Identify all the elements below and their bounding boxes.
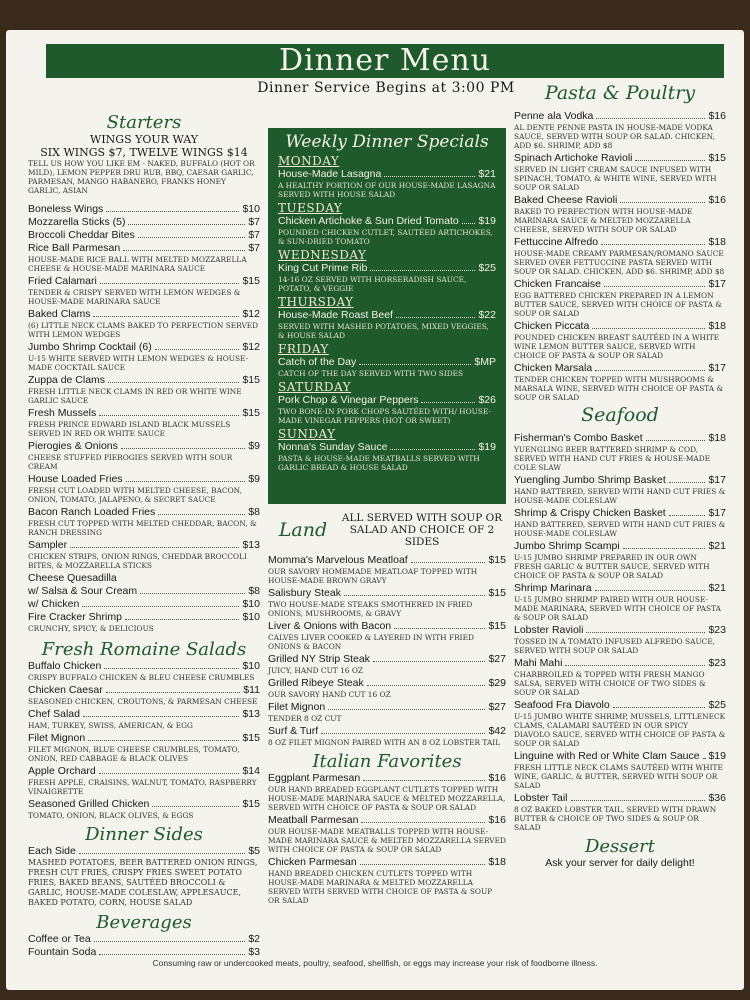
item-name: Penne ala Vodka	[514, 110, 594, 122]
menu-item	[268, 701, 506, 714]
item-desc: FILET MIGNON, BLUE CHEESE CRUMBLES, TOMATO, ONION, RED CABBAGE & BLACK OLIVES	[28, 745, 240, 763]
item-desc: CHICKEN STRIPS, ONION RINGS, CHEDDAR BROCCOLI BITES, & MOZZARELLA STICKS	[28, 552, 247, 570]
menu-item	[268, 772, 506, 785]
item-price: $16	[488, 772, 506, 784]
menu-item	[514, 474, 726, 487]
menu-item	[278, 309, 496, 322]
item-name: House-Made Lasagna	[278, 168, 382, 180]
item-desc: HAM, TURKEY, SWISS, AMERICAN, & EGG	[28, 721, 193, 730]
item-price: $18	[488, 856, 506, 868]
item-desc: CRUNCHY, SPICY, & DELICIOUS	[28, 624, 154, 633]
menu-title: Dinner Menu	[46, 44, 724, 78]
menu-item	[514, 750, 726, 763]
item-name: Lobster Tail	[514, 792, 568, 804]
item-desc: CHEESE STUFFED PIEROGIES SERVED WITH SOUR CREAM	[28, 453, 233, 471]
item-price: $3	[248, 946, 260, 958]
menu-item	[28, 473, 260, 486]
item-name: Fettuccine Alfredo	[514, 236, 599, 248]
menu-page	[6, 30, 744, 990]
item-name: Filet Mignon	[268, 701, 326, 713]
menu-item	[28, 798, 260, 811]
item-name: Chicken Artichoke & Sun Dried Tomato	[278, 215, 459, 227]
quesadilla-title: Cheese Quesadilla	[28, 572, 117, 584]
item-desc: FRESH CUT LOADED WITH MELTED CHEESE, BACON, ONION, TOMATO, JALAPENO, & SECRET SAUCE	[28, 486, 242, 504]
dessert-heading: Dessert	[584, 836, 656, 857]
item-desc: HAND BATTERED, SERVED WITH HAND CUT FRIES & HOUSE-MADE COLESLAW	[514, 520, 726, 538]
special-day: MONDAY	[278, 154, 340, 168]
menu-item	[514, 699, 726, 712]
menu-item	[514, 432, 726, 445]
menu-item	[514, 278, 726, 291]
item-name: Fisherman's Combo Basket	[514, 432, 643, 444]
menu-item	[514, 152, 726, 165]
item-name: Chicken Caesar	[28, 684, 103, 696]
item-desc: (6) LITTLE NECK CLAMS BAKED TO PERFECTION SERVED WITH LEMON WEDGES	[28, 321, 259, 339]
item-desc: SEASONED CHICKEN, CROUTONS, & PARMESAN CHEESE	[28, 697, 258, 706]
item-name: Sampler	[28, 539, 68, 551]
land-header	[268, 512, 506, 548]
item-price: $17	[708, 507, 726, 519]
item-price: $42	[488, 725, 506, 737]
item-name: Broccoli Cheddar Bites	[28, 229, 135, 241]
item-price: $26	[478, 394, 496, 406]
item-price: $19	[478, 215, 496, 227]
weekly-specials-box	[268, 128, 506, 504]
item-name: Salisbury Steak	[268, 587, 341, 599]
item-name: Grilled NY Strip Steak	[268, 653, 370, 665]
menu-item	[28, 933, 260, 946]
wings-price: SIX WINGS $7, TWELVE WINGS $14	[40, 146, 248, 159]
item-name: Shrimp & Crispy Chicken Basket	[514, 507, 666, 519]
land-heading: Land	[278, 519, 328, 541]
item-price: $15	[242, 732, 260, 744]
item-price: $14	[242, 765, 260, 777]
item-price: $12	[242, 341, 260, 353]
menu-item	[268, 620, 506, 633]
item-name: Chicken Piccata	[514, 320, 590, 332]
menu-item	[278, 262, 496, 275]
italian-heading: Italian Favorites	[312, 751, 462, 772]
item-name: Fountain Soda	[28, 946, 97, 958]
item-name: Buffalo Chicken	[28, 660, 102, 672]
item-desc: TOSSED IN A TOMATO INFUSED ALFREDO SAUCE, SERVED WITH SOUP OR SALAD	[514, 637, 716, 655]
item-price: $21	[708, 540, 726, 552]
item-price: $9	[248, 473, 260, 485]
menu-item	[28, 216, 260, 229]
item-price: $8	[248, 585, 260, 597]
item-name: Chicken Parmesan	[268, 856, 357, 868]
item-name: w/ Chicken	[28, 598, 80, 610]
item-price: $12	[242, 308, 260, 320]
starters-heading: Starters	[106, 112, 182, 133]
menu-item	[514, 362, 726, 375]
item-price: $23	[708, 624, 726, 636]
menu-item	[28, 203, 260, 216]
item-name: Seasoned Grilled Chicken	[28, 798, 150, 810]
item-name: Seafood Fra Diavolo	[514, 699, 610, 711]
item-desc: POUNDED CHICKEN BREAST SAUTÉED IN A WHITE WINE LEMON BUTTER SAUCE, SERVED WITH CHOICE OF PASTA & SOUP OR SALAD	[514, 333, 720, 360]
item-desc: CHARBROILED & TOPPED WITH FRESH MANGO SALSA, SERVED WITH CHOICE OF TWO SIDES & SOUP OR SALAD	[514, 670, 706, 697]
item-desc: CATCH OF THE DAY SERVED WITH TWO SIDES	[278, 369, 464, 378]
item-name: Liver & Onions with Bacon	[268, 620, 392, 632]
special-day: WEDNESDAY	[278, 248, 367, 262]
item-name: House Loaded Fries	[28, 473, 123, 485]
menu-item	[514, 507, 726, 520]
food-safety-footer: Consuming raw or undercooked meats, poultry, seafood, shellfish, or eggs may increase your risk of foodborne illness.	[152, 958, 598, 968]
menu-item	[514, 582, 726, 595]
item-name: Grilled Ribeye Steak	[268, 677, 364, 689]
item-name: Bacon Ranch Loaded Fries	[28, 506, 156, 518]
menu-item	[514, 320, 726, 333]
item-price: $27	[488, 701, 506, 713]
item-price: $10	[242, 598, 260, 610]
item-desc: HAND BREADED CHICKEN CUTLETS TOPPED WITH HOUSE-MADE MARINARA & MELTED MOZZARELLA SERVED WITH SERVED WITH CHOICE OF PASTA & SOUP OR SALAD	[268, 869, 493, 905]
menu-item	[268, 587, 506, 600]
item-desc: U-15 WHITE SERVED WITH LEMON WEDGES & HOUSE-MADE COCKTAIL SAUCE	[28, 354, 249, 372]
item-price: $16	[488, 814, 506, 826]
item-name: Nonna's Sunday Sauce	[278, 441, 388, 453]
menu-item	[28, 708, 260, 721]
special-day: THURSDAY	[278, 295, 354, 309]
item-desc: FRESH LITTLE NECK CLAMS SAUTÉED WITH WHITE WINE, GARLIC, & BUTTER, SERVED WITH SOUP OR SALAD	[514, 763, 723, 790]
item-price: $15	[242, 798, 260, 810]
item-desc: FRESH CUT TOPPED WITH MELTED CHEDDAR, BACON, & RANCH DRESSING	[28, 519, 257, 537]
item-desc: BAKED TO PERFECTION WITH HOUSE-MADE MARINARA SAUCE & MELTED MOZZARELLA CHEESE, SERVED WITH SOUP OR SALAD	[514, 207, 693, 234]
item-desc: TWO BONE-IN PORK CHOPS SAUTÉED WITH/ HOUSE-MADE VINEGAR PEPPERS (HOT OR SWEET)	[278, 407, 491, 425]
menu-item	[514, 657, 726, 670]
item-price: $7	[248, 242, 260, 254]
item-name: Meatball Parmesan	[268, 814, 359, 826]
menu-item	[28, 275, 260, 288]
menu-item	[514, 236, 726, 249]
item-price: $25	[708, 699, 726, 711]
menu-item	[268, 814, 506, 827]
item-price: $17	[708, 278, 726, 290]
item-price: $10	[242, 203, 260, 215]
item-name: Filet Mignon	[28, 732, 86, 744]
menu-item	[514, 194, 726, 207]
menu-item	[28, 765, 260, 778]
item-price: $18	[708, 236, 726, 248]
special-day: SUNDAY	[278, 427, 336, 441]
menu-item	[514, 110, 726, 123]
item-name: Momma's Marvelous Meatloaf	[268, 554, 408, 566]
pasta-heading: Pasta & Poultry	[544, 82, 696, 104]
menu-item	[278, 215, 496, 228]
each-side: Each Side $5	[28, 845, 260, 857]
item-name: Rice Ball Parmesan	[28, 242, 121, 254]
menu-item	[268, 725, 506, 738]
item-name: Chicken Marsala	[514, 362, 593, 374]
menu-item	[278, 168, 496, 181]
item-name: Spinach Artichoke Ravioli	[514, 152, 633, 164]
item-name: Pierogies & Onions	[28, 440, 118, 452]
item-price: $7	[248, 216, 260, 228]
item-desc: OUR HOUSE-MADE MEATBALLS TOPPED WITH HOUSE-MADE MARINARA SAUCE & MELTED MOZZARELLA SERVED WITH CHOICE OF PASTA & SOUP OR SALAD	[268, 827, 506, 854]
item-name: Catch of the Day	[278, 356, 357, 368]
item-desc: TENDER & CRISPY SERVED WITH LEMON WEDGES & HOUSE-MADE MARINARA SAUCE	[28, 288, 241, 306]
item-price: $15	[242, 374, 260, 386]
item-desc: TOMATO, ONION, BLACK OLIVES, & EGGS	[28, 811, 194, 820]
menu-item	[268, 653, 506, 666]
item-price: $13	[242, 708, 260, 720]
item-desc: 8 OZ FILET MIGNON PAIRED WITH AN 8 OZ LOBSTER TAIL	[268, 738, 501, 747]
item-desc: AL DENTE PENNE PASTA IN HOUSE-MADE VODKA SAUCE, SERVED WITH SOUP OR SALAD. CHICKEN, ADD $6. SHRIMP, ADD $8	[514, 123, 715, 150]
menu-item: Fire Cracker Shrimp $10	[28, 611, 260, 623]
item-name: Jumbo Shrimp Cocktail (6)	[28, 341, 152, 353]
item-price: $11	[243, 684, 260, 696]
special-day: SATURDAY	[278, 380, 352, 394]
item-name: Chef Salad	[28, 708, 80, 720]
menu-item	[268, 856, 506, 869]
item-desc: OUR SAVORY HOMEMADE MEATLOAF TOPPED WITH HOUSE-MADE BROWN GRAVY	[268, 567, 478, 585]
item-price: $27	[488, 653, 506, 665]
item-price: $8	[248, 506, 260, 518]
menu-item	[278, 394, 496, 407]
item-desc: EGG BATTERED CHICKEN PREPARED IN A LEMON BUTTER SAUCE, SERVED WITH CHOICE OF PASTA & SOUP OR SALAD	[514, 291, 722, 318]
middle-column	[268, 512, 506, 907]
item-price: $17	[708, 362, 726, 374]
menu-item	[28, 341, 260, 354]
item-name: Surf & Turf	[268, 725, 319, 737]
item-desc: HOUSE-MADE RICE BALL WITH MELTED MOZZARELLA CHEESE & HOUSE-MADE MARINARA SAUCE	[28, 255, 247, 273]
item-price: $21	[708, 582, 726, 594]
special-day: FRIDAY	[278, 342, 329, 356]
item-desc: FRESH PRINCE EDWARD ISLAND BLACK MUSSELS SERVED IN RED OR WHITE SAUCE	[28, 420, 231, 438]
menu-item	[268, 554, 506, 567]
item-desc: U-15 JUMBO WHITE SHRIMP, MUSSELS, LITTLENECK CLAMS, CALAMARI SAUTÉED IN OUR SPICY DIAVOLO SAUCE, SERVED WITH CHOICE OF PASTA & SOUP OR SALAD	[514, 712, 726, 748]
wings-title: WINGS YOUR WAY	[90, 133, 198, 146]
item-price: $2	[248, 933, 260, 945]
menu-item	[28, 407, 260, 420]
item-price: $18	[708, 432, 726, 444]
item-price: $23	[708, 657, 726, 669]
menu-item	[28, 539, 260, 552]
item-price: $15	[488, 587, 506, 599]
item-name: Pork Chop & Vinegar Peppers	[278, 394, 419, 406]
item-name: King Cut Prime Rib	[278, 262, 368, 274]
wings-desc: TELL US HOW YOU LIKE EM - NAKED, BUFFALO (HOT OR MILD), LEMON PEPPER DRU RUB, BBQ, CAESAR GARLIC, PARMESAN, MANGO HABANERO, FRANKS HONEY GARLIC, ASIAN	[28, 159, 255, 195]
item-desc: OUR SAVORY HAND CUT 16 OZ	[268, 690, 391, 699]
salads-heading: Fresh Romaine Salads	[41, 639, 247, 660]
item-price: $17	[708, 474, 726, 486]
item-price: $13	[242, 539, 260, 551]
item-desc: FRESH APPLE, CRAISINS, WALNUT, TOMATO, RASPBERRY VINAIGRETTE	[28, 778, 257, 796]
menu-item	[28, 242, 260, 255]
item-name: Baked Clams	[28, 308, 91, 320]
item-price: $18	[708, 320, 726, 332]
menu-item	[28, 732, 260, 745]
right-column	[514, 80, 726, 869]
item-name: Zuppa de Clams	[28, 374, 106, 386]
menu-item	[278, 441, 496, 454]
item-desc: JUICY, HAND CUT 16 OZ	[268, 666, 364, 675]
dessert-note: Ask your server for daily delight!	[545, 857, 695, 869]
item-price: $MP	[474, 356, 496, 368]
item-name: Lobster Ravioli	[514, 624, 584, 636]
item-price: $15	[708, 152, 726, 164]
menu-item	[278, 356, 496, 369]
item-desc: 14-16 OZ SERVED WITH HORSERADISH SAUCE, POTATO, & VEGGIE	[278, 275, 467, 293]
item-desc: TENDER 8 OZ CUT	[268, 714, 342, 723]
item-desc: TWO HOUSE-MADE STEAKS SMOTHERED IN FRIED ONIONS, MUSHROOMS, & GRAVY	[268, 600, 473, 618]
item-desc: U-15 JUMBO SHRIMP PREPARED IN OUR OWN FRESH GARLIC & BUTTER SAUCE, SERVED WITH CHOICE OF PASTA & SOUP OR SALAD	[514, 553, 710, 580]
item-desc: CALVES LIVER COOKED & LAYERED IN WITH FRIED ONIONS & BACON	[268, 633, 474, 651]
item-name: Mahi Mahi	[514, 657, 563, 669]
item-price: $16	[708, 110, 726, 122]
item-desc: SERVED WITH MASHED POTATOES, MIXED VEGGIES, & HOUSE SALAD	[278, 322, 489, 340]
menu-item	[28, 308, 260, 321]
item-price: $10	[242, 660, 260, 672]
menu-item	[28, 440, 260, 453]
seafood-heading: Seafood	[581, 404, 659, 426]
menu-item	[28, 598, 260, 611]
item-name: Mozzarella Sticks (5)	[28, 216, 126, 228]
menu-item	[28, 506, 260, 519]
item-price: $19	[478, 441, 496, 453]
item-price: $36	[708, 792, 726, 804]
left-column	[28, 80, 260, 959]
item-name: Apple Orchard	[28, 765, 96, 777]
item-price: $25	[478, 262, 496, 274]
item-name: Shrimp Marinara	[514, 582, 592, 594]
item-price: $21	[478, 168, 496, 180]
item-name: w/ Salsa & Sour Cream	[28, 585, 138, 597]
item-desc: SERVED IN LIGHT CREAM SAUCE INFUSED WITH SPINACH, TOMATO, & WHITE WINE, SERVED WITH SOUP OR SALAD	[514, 165, 717, 192]
item-price: $19	[708, 750, 726, 762]
menu-item	[514, 540, 726, 553]
menu-item	[28, 374, 260, 387]
item-price: $15	[242, 407, 260, 419]
item-name: Coffee or Tea	[28, 933, 91, 945]
menu-item	[28, 684, 260, 697]
item-price: $9	[248, 440, 260, 452]
item-desc: HAND BATTERED, SERVED WITH HAND CUT FRIES & HOUSE-MADE COLESLAW	[514, 487, 726, 505]
item-name: House-Made Roast Beef	[278, 309, 393, 321]
item-name: Jumbo Shrimp Scampi	[514, 540, 620, 552]
menu-item	[514, 624, 726, 637]
menu-item	[28, 585, 260, 598]
sides-desc: MASHED POTATOES, BEER BATTERED ONION RINGS, FRESH CUT FRIES, CRISPY FRIES SWEET POTATO FRIES, BAKED BEANS, SAUTÉED BROCCOLI & GARLIC, HOUSE-MADE COLESLAW, APPLESAUCE, BAKED POTATO, CORN, HOUSE SALAD	[28, 858, 258, 907]
item-name: Boneless Wings	[28, 203, 104, 215]
item-name: Fried Calamari	[28, 275, 97, 287]
item-price: $15	[488, 554, 506, 566]
item-desc: A HEALTHY PORTION OF OUR HOUSE-MADE LASAGNA SERVED WITH HOUSE SALAD	[278, 181, 496, 199]
item-name: Chicken Francaise	[514, 278, 601, 290]
item-desc: U-15 JUMBO SHRIMP PAIRED WITH OUR HOUSE-MADE MARINARA, SERVED WITH CHOICE OF PASTA & SOUP OR SALAD	[514, 595, 721, 622]
item-name: Linguine with Red or White Clam Sauce	[514, 750, 700, 762]
item-price: $22	[478, 309, 496, 321]
beverages-heading: Beverages	[96, 912, 192, 933]
menu-item	[268, 677, 506, 690]
item-desc: FRESH LITTLE NECK CLAMS IN RED OR WHITE WINE GARLIC SAUCE	[28, 387, 242, 405]
item-desc: PASTA & HOUSE-MADE MEATBALLS SERVED WITH GARLIC BREAD & HOUSE SALAD	[278, 454, 480, 472]
menu-item	[514, 792, 726, 805]
item-price: $7	[248, 229, 260, 241]
item-desc: TENDER CHICKEN TOPPED WITH MUSHROOMS & MARSALA WINE, SERVED WITH CHOICE OF PASTA & SOUP OR SALAD	[514, 375, 724, 402]
item-name: Yuengling Jumbo Shrimp Basket	[514, 474, 666, 486]
special-day: TUESDAY	[278, 201, 343, 215]
item-desc: CRISPY BUFFALO CHICKEN & BLEU CHEESE CRUMBLES	[28, 673, 255, 682]
item-desc: 8 OZ BAKED LOBSTER TAIL, SERVED WITH DRAWN BUTTER & CHOICE OF TWO SIDES & SOUP OR SALAD	[514, 805, 717, 832]
item-desc: OUR HAND BREADED EGGPLANT CUTLETS TOPPED WITH HOUSE-MADE MARINARA SAUCE & MELTED MOZZARELLA, SERVED WITH CHOICE OF PASTA & SOUP OR SALAD	[268, 785, 506, 812]
item-desc: POUNDED CHICKEN CUTLET, SAUTÉED ARTICHOKES, & SUN-DRIED TOMATO	[278, 228, 493, 246]
item-desc: HOUSE-MADE CREAMY PARMESAN/ROMANO SAUCE SERVED OVER FETTUCCINE PASTA SERVED WITH SOUP OR SALAD. CHICKEN, ADD $6. SHRIMP, ADD $8	[514, 249, 725, 276]
item-price: $15	[242, 275, 260, 287]
item-name: Eggplant Parmesan	[268, 772, 361, 784]
service-note: Dinner Service Begins at 3:00 PM	[257, 80, 515, 96]
menu-item	[28, 229, 260, 242]
specials-heading: Weekly Dinner Specials	[285, 132, 489, 152]
land-note: ALL SERVED WITH SOUP OR SALAD AND CHOICE OF 2 SIDES	[341, 512, 503, 548]
item-price: $15	[488, 620, 506, 632]
item-desc: YUENGLING BEER BATTERED SHRIMP & COD, SERVED WITH HAND CUT FRIES & HOUSE-MADE COLE SLAW	[514, 445, 711, 472]
item-price: $16	[708, 194, 726, 206]
item-price: $29	[488, 677, 506, 689]
item-name: Fresh Mussels	[28, 407, 97, 419]
sides-heading: Dinner Sides	[85, 824, 203, 845]
menu-item	[28, 660, 260, 673]
item-name: Baked Cheese Ravioli	[514, 194, 618, 206]
